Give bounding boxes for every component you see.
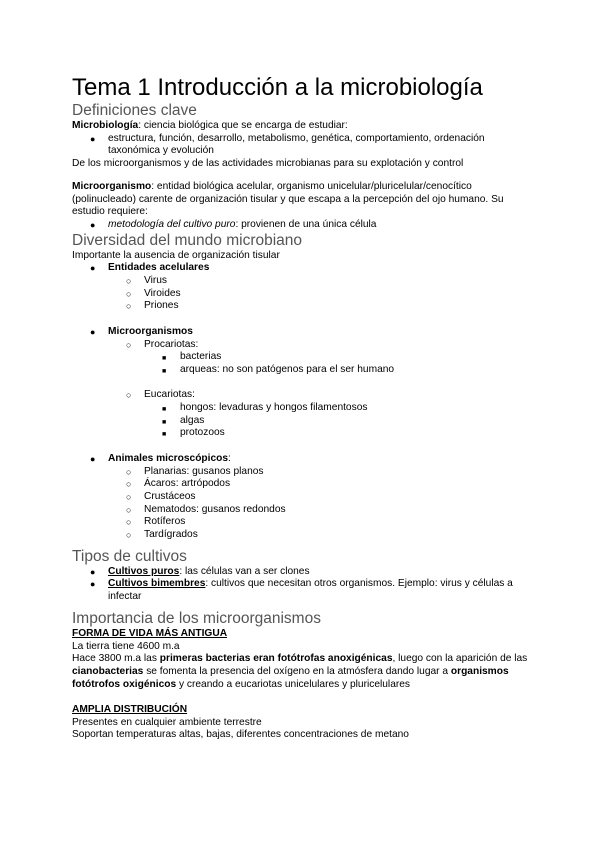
paragraph-soportan: Soportan temperaturas altas, bajas, diferentes concentraciones de metano [72,729,409,741]
bullet-icon: ■ [162,418,167,426]
list-item: ■ protozoos [72,427,532,440]
list-cultivos [72,566,532,604]
list-item: ○ Viroides [126,287,181,299]
bullet-icon: ● [90,326,96,337]
heading-definiciones: Definiciones clave [72,102,197,119]
paragraph-presentes: Presentes en cualquier ambiente terrestre [72,716,262,728]
bullet-icon: ■ [162,431,167,439]
list-item: ○ Virus [126,275,168,287]
list-animales-items [72,466,532,542]
bullet-icon: ● [90,566,96,577]
paragraph-hace: Hace 3800 m.a las primeras bacterias eran fotótrofas anoxigénicas, luego con la aparición de las cianobacterias se fomenta la presencia del oxígeno en la atmósfera dando lugar a organismos fotótrofos oxigénicos y creando a eucariotas unicelulares y pluricelulares [72,653,528,690]
document-content [72,74,532,742]
bullet-icon: ● [90,133,96,144]
list-eucariotas [72,402,532,440]
paragraph-tierra: La tierra tiene 4600 m.a [72,640,180,652]
list-item: ○ Ácaros: artrópodos [126,478,231,490]
bullet-icon: ● [90,579,96,590]
heading-cultivos: Tipos de cultivos [72,547,187,565]
heading-importancia: Importancia de los microorganismos [72,609,321,627]
bullet-icon: ○ [126,390,132,401]
bullet-icon: ○ [126,466,132,477]
list-item: ○ Planarias: gusanos planos [126,465,264,477]
paragraph-importante: Importante la ausencia de organización tisular [72,249,280,261]
bullet-icon: ■ [162,355,167,363]
list-item: ● estructura, función, desarrollo, metabolismo, genética, comportamiento, ordenación taxonómica y evolución [90,132,485,157]
list-item: ○ Tardígrados [126,529,198,541]
bullet-icon: ● [90,219,96,230]
list-item-procariotas: ○ Procariotas: [126,338,199,350]
list-item: ■ hongos: levaduras y hongos filamentosos [72,402,532,415]
bullet-icon: ● [90,453,96,464]
list-item: ○ Nematodos: gusanos redondos [126,503,286,515]
bullet-icon: ○ [126,288,132,299]
list-item-animales: ● Animales microscópicos: [90,452,231,464]
list-metodologia [72,219,532,232]
list-item: ● metodología del cultivo puro: provienen de una única célula [90,218,377,230]
bullet-icon: ■ [162,406,167,414]
list-diversidad [72,262,532,275]
bullet-icon: ○ [126,517,132,528]
list-item: ○ Priones [126,300,179,312]
list-item: ● Cultivos bimembres: cultivos que necesitan otros organismos. Ejemplo: virus y células a infectar [90,578,513,603]
bullet-icon: ○ [126,530,132,541]
list-item: ■ algas [72,415,532,428]
list-item-eucariotas: ○ Eucariotas: [126,389,195,401]
page-title: Tema 1 Introducción a la microbiología [72,74,483,101]
list-microorganismos [72,326,532,339]
bullet-icon: ○ [126,276,132,287]
bullet-icon: ○ [126,491,132,502]
bullet-icon: ○ [126,301,132,312]
list-animales [72,453,532,466]
bullet-icon: ○ [126,504,132,515]
list-item: ■ arqueas: no son patógenos para el ser humano [72,364,532,377]
subheading-forma-de-vida: FORMA DE VIDA MÁS ANTIGUA [72,627,228,639]
list-procariotas [72,351,532,376]
bullet-icon: ■ [162,367,167,375]
list-item-microorganismos: ● Microorganismos [90,325,193,337]
paragraph-de-los-microorganismos: De los microorganismos y de las actividades microbianas para su explotación y control [72,158,464,170]
list-item: ● Cultivos puros: las células van a ser clones [90,565,310,577]
list-item: ○ Rotíferos [126,516,186,528]
subheading-amplia-distribucion: AMPLIA DISTRIBUCIÓN [72,704,188,716]
list-procariotas-label [72,339,532,352]
bullet-icon: ○ [126,479,132,490]
paragraph-microbiologia: Microbiología: ciencia biológica que se encarga de estudiar: [72,120,348,131]
list-acelulares [72,275,532,313]
list-item: ■ bacterias [72,351,532,364]
list-item-acelulares: ● Entidades acelulares [90,262,210,274]
list-item: ○ Crustáceos [126,490,196,502]
bullet-icon: ● [90,263,96,274]
list-microbiologia [72,133,532,158]
list-eucariotas-label [72,389,532,402]
bullet-icon: ○ [126,339,132,350]
paragraph-microorganismo: Microorganismo: entidad biológica acelular, organismo unicelular/pluricelular/cenocítico (polinucleado) carente de organización tisular y que escapa a la percepción del ojo humano. Su estudio requiere: [72,180,504,218]
heading-diversidad: Diversidad del mundo microbiano [72,231,303,249]
